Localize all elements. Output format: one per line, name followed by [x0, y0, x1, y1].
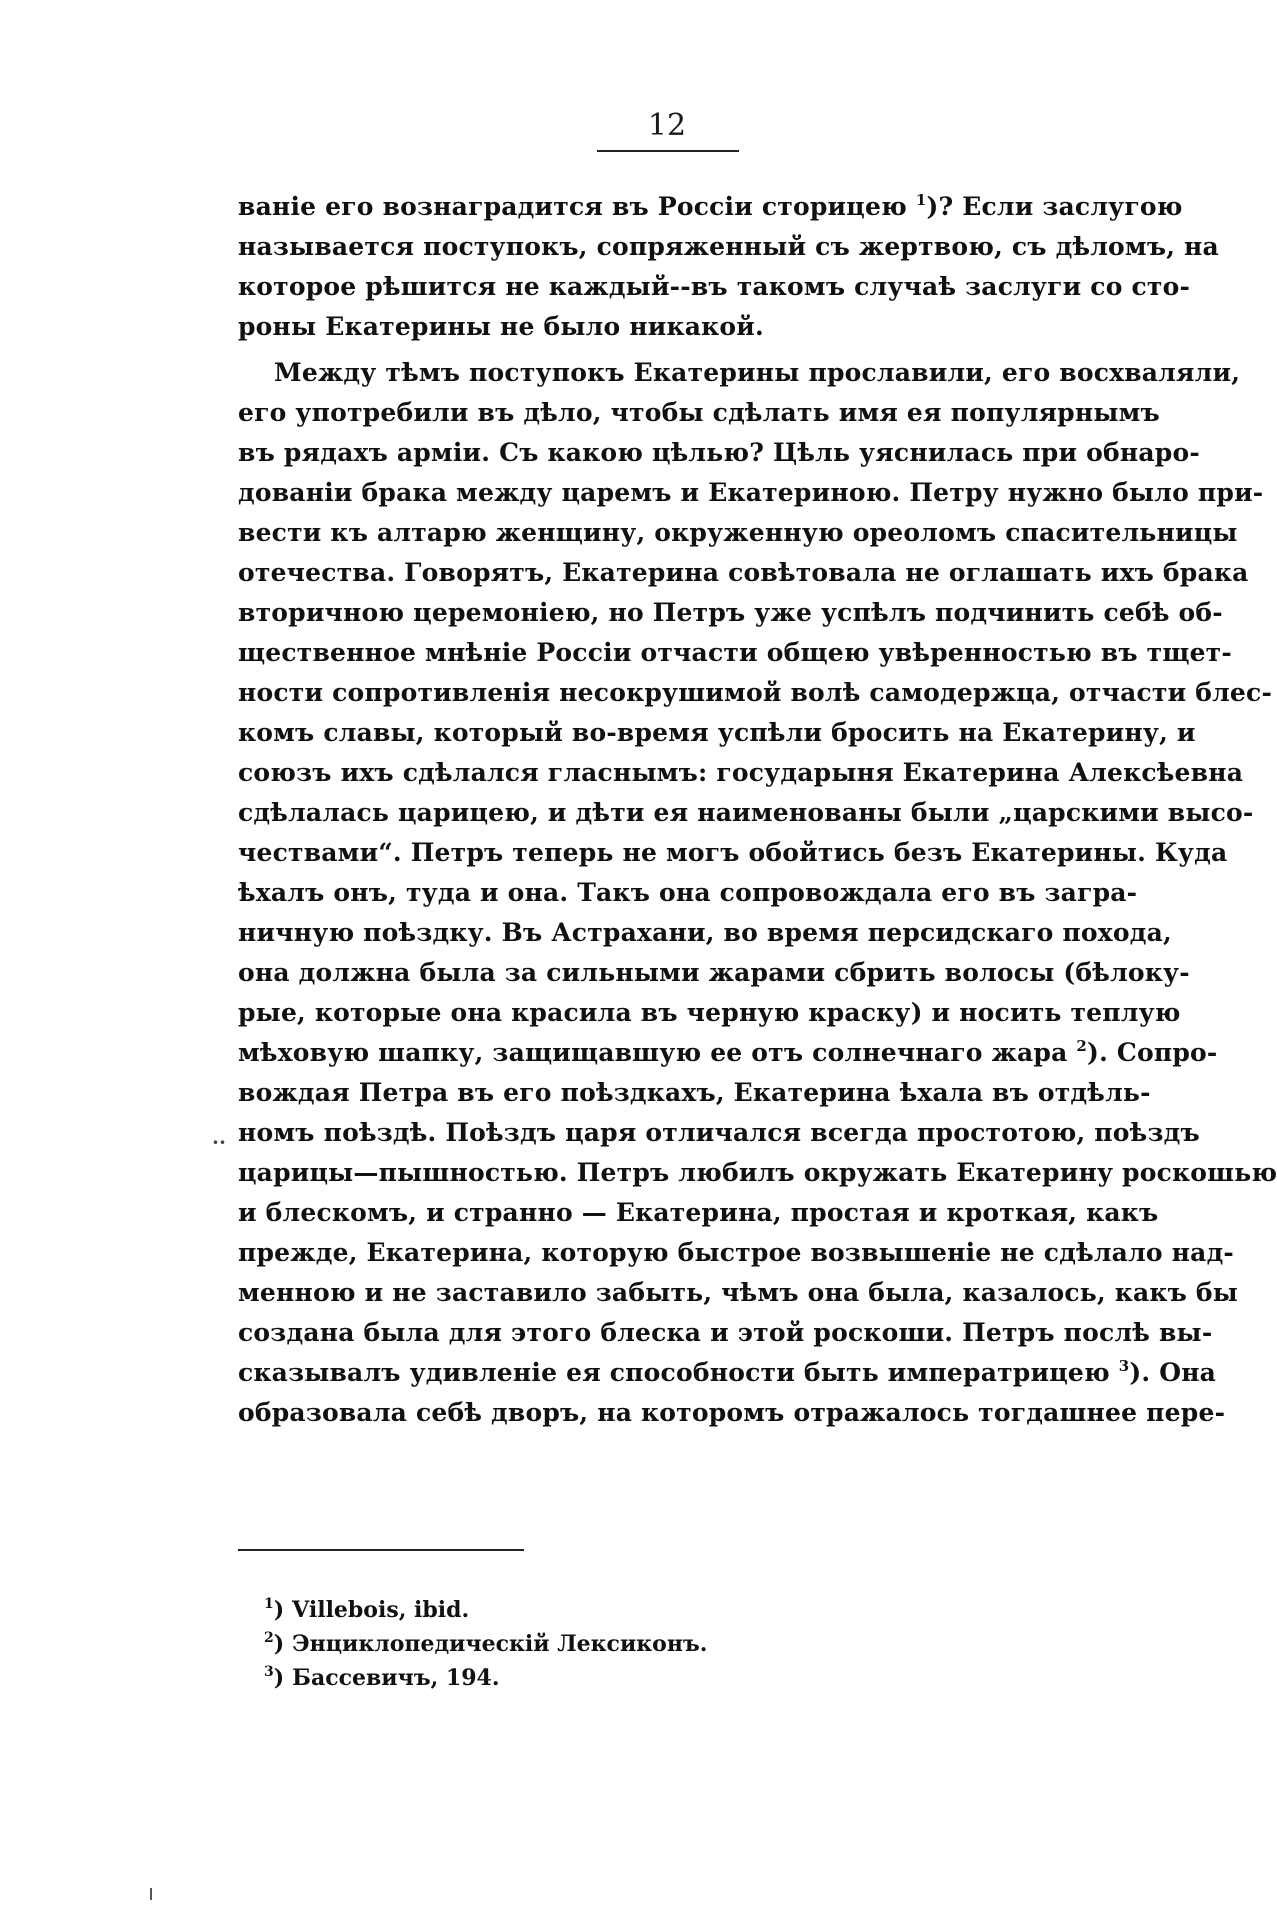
- paragraph: [238, 187, 1219, 347]
- line-text: щественное мнѣніе Россіи отчасти общею увѣренностью въ тщет-: [238, 638, 1232, 667]
- text-line: [238, 1153, 1277, 1193]
- text-line: [238, 227, 1219, 267]
- line-text: его употребили въ дѣло, чтобы сдѣлать имя ея популярнымъ: [238, 398, 1160, 427]
- text-line: [238, 593, 1223, 633]
- text-line: [238, 993, 1181, 1033]
- text-line: [238, 753, 1244, 793]
- footnote-paren: ): [273, 1597, 285, 1623]
- text-line: [238, 1353, 1217, 1393]
- footnote-paren: ): [273, 1631, 285, 1657]
- line-text-tail: )? Если заслугою: [926, 192, 1183, 221]
- line-text: отечества. Говорятъ, Екатерина совѣтовала не оглашать ихъ брака: [238, 558, 1249, 587]
- line-text: образовала себѣ дворъ, на которомъ отражалось тогдашнее пере-: [238, 1398, 1226, 1427]
- line-text-tail: ). Она: [1129, 1358, 1217, 1387]
- footnote-number: 1: [264, 1596, 274, 1612]
- footnote-rule: [238, 1549, 524, 1551]
- paragraph: [238, 353, 1277, 1433]
- text-line: [238, 473, 1264, 513]
- line-text: менною и не заставило забыть, чѣмъ она была, казалось, какъ бы: [238, 1278, 1239, 1307]
- text-line: [238, 353, 1241, 393]
- line-text: ности сопротивленія несокрушимой волѣ самодержца, отчасти блес-: [238, 678, 1273, 707]
- text-line: [238, 553, 1249, 593]
- text-line: [238, 513, 1238, 553]
- line-text: прежде, Екатерина, которую быстрое возвышеніе не сдѣлало над-: [238, 1238, 1235, 1267]
- body-text: [238, 187, 1277, 1433]
- text-line: [238, 953, 1190, 993]
- text-line: [238, 1073, 1151, 1113]
- scan-mark: [150, 1888, 152, 1900]
- line-text: создана была для этого блеска и этой роскоши. Петръ послѣ вы-: [238, 1318, 1213, 1347]
- text-line: [238, 673, 1273, 713]
- line-text: и блескомъ, и странно — Екатерина, простая и кроткая, какъ: [238, 1198, 1159, 1227]
- text-line: [238, 873, 1138, 913]
- text-line: [238, 267, 1191, 307]
- line-text: въ рядахъ арміи. Съ какою цѣлью? Цѣль уяснилась при обнаро-: [238, 438, 1200, 467]
- text-line: [238, 1393, 1226, 1433]
- line-text: союзъ ихъ сдѣлался гласнымъ: государыня Екатерина Алексѣевна: [238, 758, 1244, 787]
- line-text: номъ поѣздѣ. Поѣздъ царя отличался всегда простотою, поѣздъ: [238, 1118, 1200, 1147]
- footnote-text: Villebois, ibid.: [292, 1597, 470, 1623]
- line-text: называется поступокъ, сопряженный съ жертвою, съ дѣломъ, на: [238, 232, 1219, 261]
- text-line: [238, 713, 1196, 753]
- line-text: ваніе его вознаградится въ Россіи сторицею: [238, 192, 916, 221]
- footnote: [264, 1627, 964, 1661]
- footnote-number: 3: [264, 1664, 274, 1680]
- footnotes: [264, 1593, 964, 1695]
- text-line: [238, 633, 1232, 673]
- line-text: сказывалъ удивленіе ея способности быть императрицею: [238, 1358, 1119, 1387]
- text-line: [238, 307, 1098, 347]
- line-text-tail: ). Сопро-: [1087, 1038, 1218, 1067]
- text-line: [238, 1033, 1218, 1073]
- page-number-rule: [597, 150, 739, 152]
- page-number: 12: [647, 108, 687, 143]
- text-line: [238, 833, 1228, 873]
- footnote-paren: ): [273, 1665, 285, 1691]
- line-text: рые, которые она красила въ черную краску) и носить теплую: [238, 998, 1181, 1027]
- line-text: сдѣлалась царицею, и дѣти ея наименованы были „царскими высо-: [238, 798, 1254, 827]
- line-text: дованіи брака между царемъ и Екатериною. Петру нужно было при-: [238, 478, 1264, 507]
- footnote: [264, 1661, 964, 1695]
- footnote-number: 2: [264, 1630, 274, 1646]
- margin-dots: ··: [212, 1130, 226, 1154]
- footnote: [264, 1593, 964, 1627]
- line-text: которое рѣшится не каждый--въ такомъ случаѣ заслуги со сто-: [238, 272, 1191, 301]
- text-line: [238, 1273, 1239, 1313]
- line-text: роны Екатерины не было никакой.: [238, 312, 764, 341]
- line-text: ничную поѣздку. Въ Астрахани, во время персидскаго похода,: [238, 918, 1172, 947]
- footnote-text: Энциклопедическій Лексиконъ.: [292, 1631, 708, 1657]
- line-text: вождая Петра въ его поѣздкахъ, Екатерина ѣхала въ отдѣль-: [238, 1078, 1151, 1107]
- line-text: чествами“. Петръ теперь не могъ обойтись безъ Екатерины. Куда: [238, 838, 1228, 867]
- line-text: она должна была за сильными жарами сбрить волосы (бѣлоку-: [238, 958, 1190, 987]
- footnote-marker: 1: [915, 191, 927, 209]
- footnote-marker: 2: [1076, 1037, 1088, 1055]
- line-text: вести къ алтарю женщину, окруженную ореоломъ спасительницы: [238, 518, 1238, 547]
- text-line: [238, 1113, 1200, 1153]
- line-text: Между тѣмъ поступокъ Екатерины прославили, его восхваляли,: [274, 358, 1241, 387]
- footnote-text: Бассевичъ, 194.: [292, 1665, 500, 1691]
- line-text: вторичною церемоніею, но Петръ уже успѣлъ подчинить себѣ об-: [238, 598, 1223, 627]
- text-line: [238, 187, 1183, 227]
- text-line: [238, 393, 1160, 433]
- text-line: [238, 1193, 1159, 1233]
- text-line: [238, 913, 1172, 953]
- text-line: [238, 1313, 1213, 1353]
- text-line: [238, 433, 1200, 473]
- line-text: ѣхалъ онъ, туда и она. Такъ она сопровождала его въ загра-: [238, 878, 1138, 907]
- line-text: царицы—пышностью. Петръ любилъ окружать Екатерину роскошью: [238, 1158, 1277, 1187]
- text-line: [238, 1233, 1235, 1273]
- line-text: комъ славы, который во-время успѣли бросить на Екатерину, и: [238, 718, 1196, 747]
- footnote-marker: 3: [1118, 1357, 1130, 1375]
- line-text: мѣховую шапку, защищавшую ее отъ солнечнаго жара: [238, 1038, 1077, 1067]
- text-line: [238, 793, 1254, 833]
